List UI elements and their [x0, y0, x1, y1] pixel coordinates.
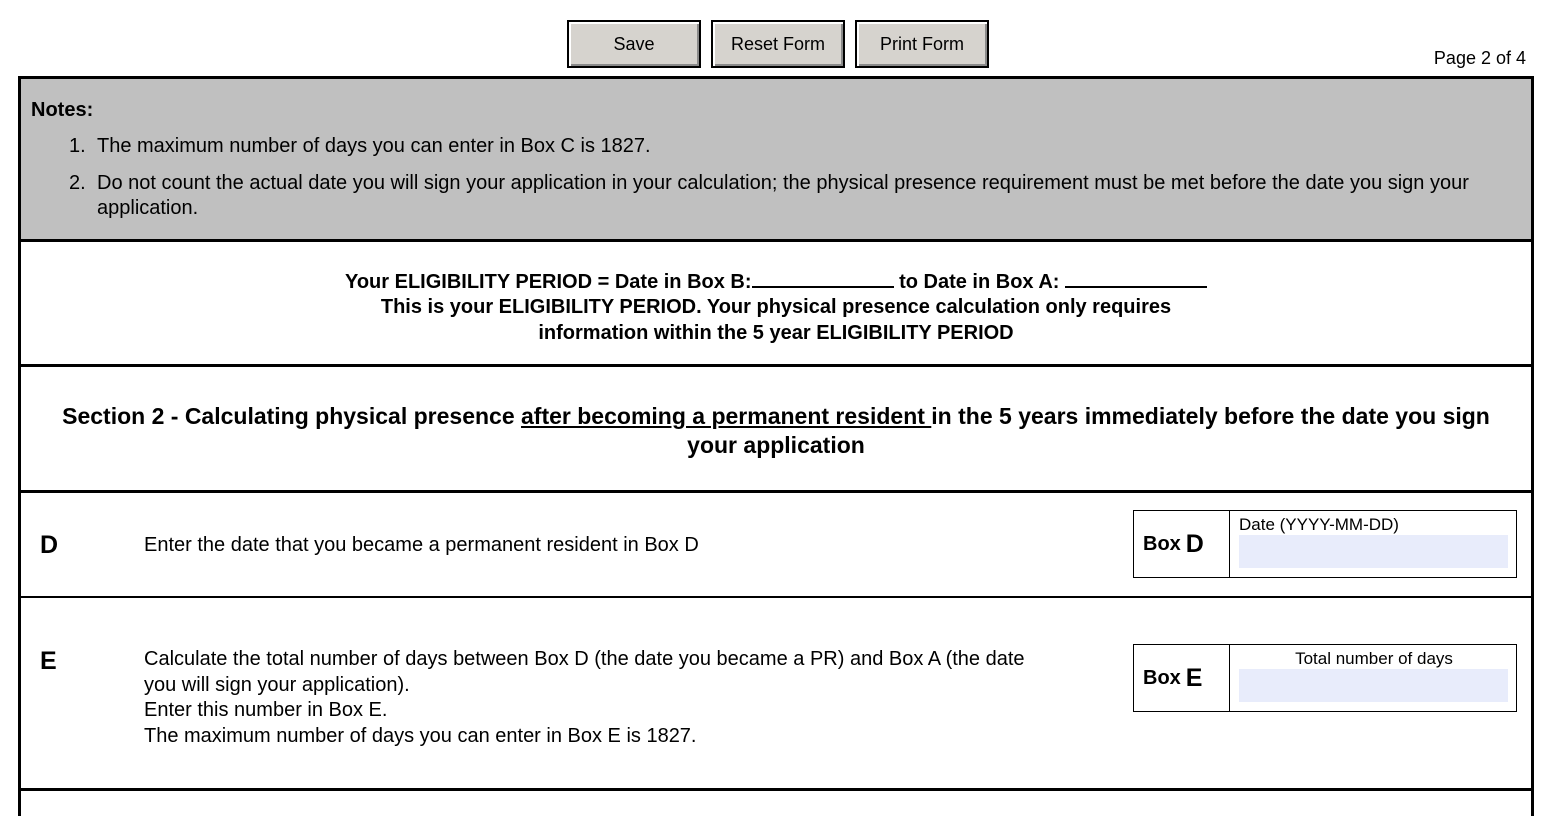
row-e-letter: E	[40, 647, 57, 675]
row-e-instructions	[144, 647, 1025, 749]
section-2-heading	[21, 367, 1531, 493]
section-2-title-suffix: in the 5 years immediately before the date you sign	[931, 403, 1490, 429]
note-number: 2.	[69, 172, 86, 194]
box-d-date-input[interactable]	[1239, 535, 1508, 568]
box-d-label-letter: D	[1185, 529, 1204, 558]
page-indicator: Page 2 of 4	[1433, 48, 1526, 68]
save-button[interactable]: Save	[567, 20, 701, 68]
form-frame	[18, 76, 1534, 816]
box-e-caption: Total number of days	[1295, 649, 1453, 668]
note-text: The maximum number of days you can enter in Box C is 1827.	[97, 135, 651, 157]
eligibility-line-1	[21, 268, 1531, 295]
notes-title: Notes:	[31, 99, 94, 121]
row-d	[21, 493, 1531, 598]
row-e-instruction-line: The maximum number of days you can enter in Box E is 1827.	[144, 724, 697, 747]
section-2-title-line-1	[21, 402, 1531, 431]
row-e-instruction-line: Calculate the total number of days between Box D (the date you became a PR) and Box A (the date	[144, 648, 1025, 670]
eligibility-line-3: information within the 5 year ELIGIBILITY PERIOD	[538, 322, 1014, 344]
print-form-button[interactable]: Print Form	[855, 20, 989, 68]
box-e-field-group	[1133, 644, 1517, 712]
box-d-caption: Date (YYYY-MM-DD)	[1239, 515, 1399, 534]
eligibility-line-2: This is your ELIGIBILITY PERIOD. Your physical presence calculation only requires	[380, 296, 1172, 318]
reset-form-button[interactable]: Reset Form	[711, 20, 845, 68]
box-d-label	[1134, 511, 1230, 577]
row-d-letter: D	[40, 531, 59, 559]
row-e-instruction-line: Enter this number in Box E.	[144, 699, 388, 721]
section-2-title-underlined: after becoming a permanent resident	[521, 403, 932, 429]
form-toolbar	[567, 20, 989, 68]
eligibility-box-a-label: to Date in Box A:	[893, 271, 1066, 293]
box-e-days-input[interactable]	[1239, 669, 1508, 702]
section-2-title-prefix: Section 2 - Calculating physical presence	[62, 403, 522, 429]
row-d-instructions: Enter the date that you became a permanent resident in Box D	[144, 534, 699, 556]
box-e-label-letter: E	[1185, 663, 1203, 692]
box-e-label-text: Box	[1143, 666, 1181, 689]
note-number: 1.	[69, 135, 86, 157]
row-e-instruction-line: you will sign your application).	[144, 673, 410, 696]
eligibility-period-panel	[21, 242, 1531, 367]
box-d-field-group	[1133, 510, 1517, 578]
section-2-title-line-2: your application	[687, 432, 865, 458]
box-a-date-blank	[1065, 268, 1207, 288]
notes-panel	[21, 79, 1531, 242]
box-e-label	[1134, 645, 1230, 711]
eligibility-box-b-label: Your ELIGIBILITY PERIOD = Date in Box B:	[344, 271, 752, 293]
row-e	[21, 598, 1531, 791]
box-d-label-text: Box	[1143, 532, 1181, 555]
note-text: Do not count the actual date you will sign your application in your calculation; the physical presence requirement must be met before the date you sign your application.	[97, 172, 1469, 219]
box-b-date-blank	[752, 268, 894, 288]
